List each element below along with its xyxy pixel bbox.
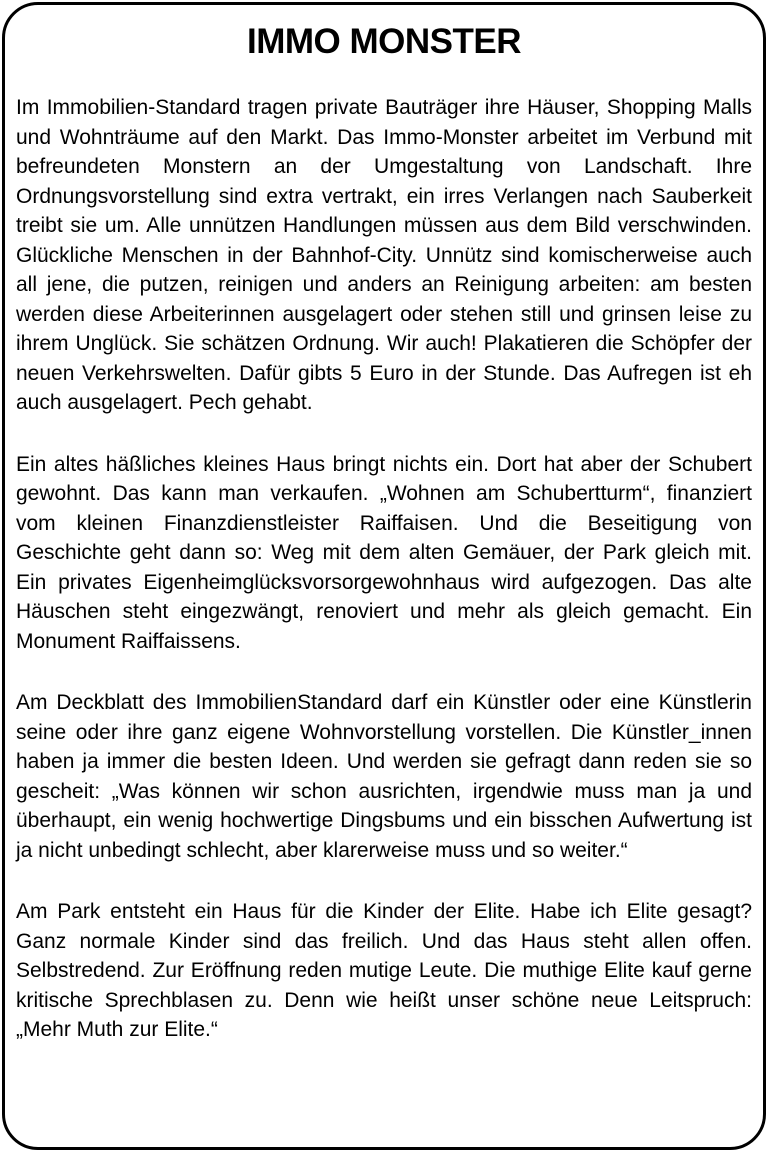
document-body (16, 93, 752, 1045)
document-title: IMMO MONSTER (247, 22, 521, 61)
document-card (2, 2, 766, 1150)
paragraph-2: Ein altes häßliches kleines Haus bringt nichts ein. Dort hat aber der Schubert gewohnt. Das kann man verkaufen. „Wohnen am Schubertturm“, finanziert vom kleinen Finanzdienstleister Raiffaisen. Und die Beseitigung von Geschichte geht dann so: Weg mit dem alten Gemäuer, der Park gleich mit. Ein privates Eigenheimglücksvorsorgewohnhaus wird aufgezogen. Das alte Häuschen steht eingezwängt, renoviert und mehr als gleich gemacht. Ein Monument Raiffaissens. (16, 452, 752, 653)
paragraph-4: Am Park entsteht ein Haus für die Kinder der Elite. Habe ich Elite gesagt? Ganz normale Kinder sind das freilich. Und das Haus steht allen offen. Selbstredend. Zur Eröffnung reden mutige Leute. Die muthige Elite kauf gerne kritische Sprechblasen zu. Denn wie heißt unser schöne neue Leitspruch: „Mehr Muth zur Elite.“ (16, 900, 752, 1041)
paragraph-1: Im Immobilien-Standard tragen private Bauträger ihre Häuser, Shopping Malls und Wohnträume auf den Markt. Das Immo-Monster arbeitet im Verbund mit befreundeten Monstern an der Umgestaltung von Landschaft. Ihre Ordnungsvorstellung sind extra vertrakt, ein irres Verlangen nach Sauberkeit treibt sie um. Alle unnützen Handlungen müssen aus dem Bild verschwinden. Glückliche Menschen in der Bahnhof-City. Unnütz sind komischerweise auch all jene, die putzen, reinigen und anders an Reinigung arbeiten: am besten werden diese Arbeiterinnen ausgelagert oder stehen still und grinsen leise zu ihrem Unglück. Sie schätzen Ordnung. Wir auch! Plakatieren die Schöpfer der neuen Verkehrswelten. Dafür gibts 5 Euro in der Stunde. Das Aufregen ist eh auch ausgelagert. Pech gehabt. (16, 96, 752, 414)
paragraph-3: Am Deckblatt des ImmobilienStandard darf ein Künstler oder eine Künstlerin seine oder ihre ganz eigene Wohnvorstellung vorstellen. Die Künstler_innen haben ja immer die besten Ideen. Und werden sie gefragt dann reden sie so gescheit: „Was können wir schon ausrichten, irgendwie muss man ja und überhaupt, ein wenig hochwertige Dingsbums und ein bisschen Aufwertung ist ja nicht unbedingt schlecht, aber klarerweise muss und so weiter.“ (16, 691, 752, 862)
